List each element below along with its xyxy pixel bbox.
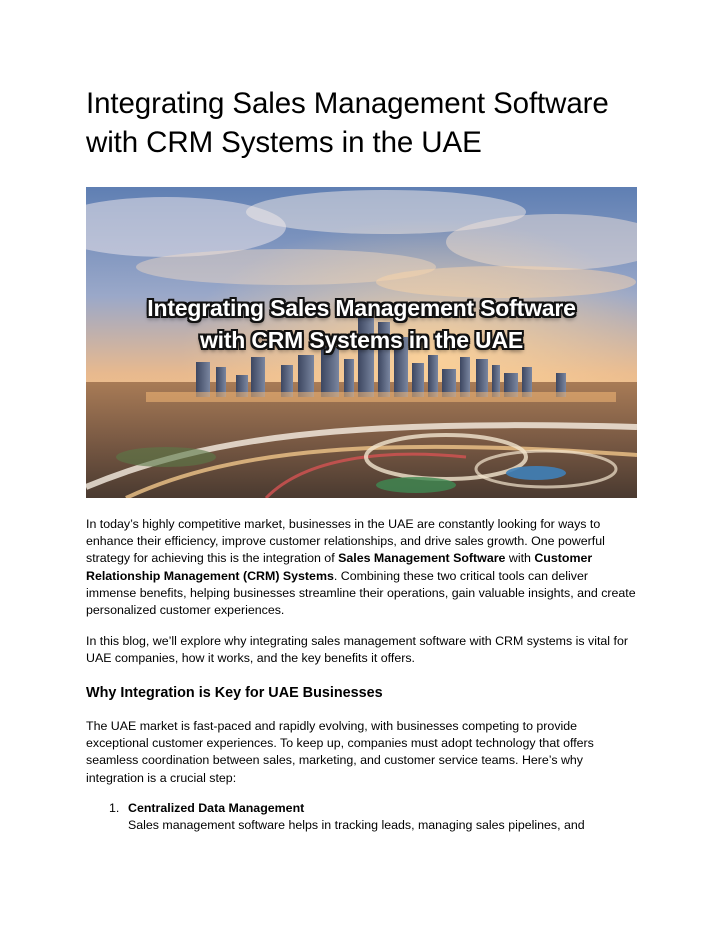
intro-bold-sales-software: Sales Management Software [338,551,506,566]
hero-image [86,187,637,498]
intro-text-2: with [505,551,535,566]
list-item-number: 1. [109,801,120,815]
list-item-title: Centralized Data Management [128,801,305,815]
intro-text-1: In today’s highly competitive market, businesses in the UAE are constantly looking for ways to enhance their efficiency, improve customer relationships, and drive sales growth. One powerful strategy for achieving this is the integration of [86,517,605,566]
hero-overlay-line-1: Integrating Sales Management Software [147,295,576,321]
list-item-body [128,800,638,834]
overview-paragraph: In this blog, we’ll explore why integrating sales management software with CRM systems is vital for UAE companies, how it works, and the key benefits it offers. [86,634,628,666]
list-item-text: Sales management software helps in tracking leads, managing sales pipelines, and [128,818,585,833]
title-line-2: with CRM Systems in the UAE [86,126,482,159]
hero-overlay-line-2: with CRM Systems in the UAE [199,327,524,353]
intro-text-3: . Combining these two critical tools can deliver immense benefits, helping businesses streamline their operations, gain valuable insights, and create personalized customer experiences. [86,568,636,618]
intro-paragraph [86,516,638,619]
section-heading: Why Integration is Key for UAE Businesses [86,685,383,701]
title-line-1: Integrating Sales Management Software [86,87,609,120]
intro-bold-crm: Customer Relationship Management (CRM) Systems [86,551,593,583]
article-title [86,84,646,162]
market-paragraph: The UAE market is fast-paced and rapidly evolving, with businesses competing to provide exceptional customer experiences. To keep up, companies must adopt technology that offers seamless coordination between sales, marketing, and customer service teams. Here’s why integration is a crucial step: [86,719,594,785]
